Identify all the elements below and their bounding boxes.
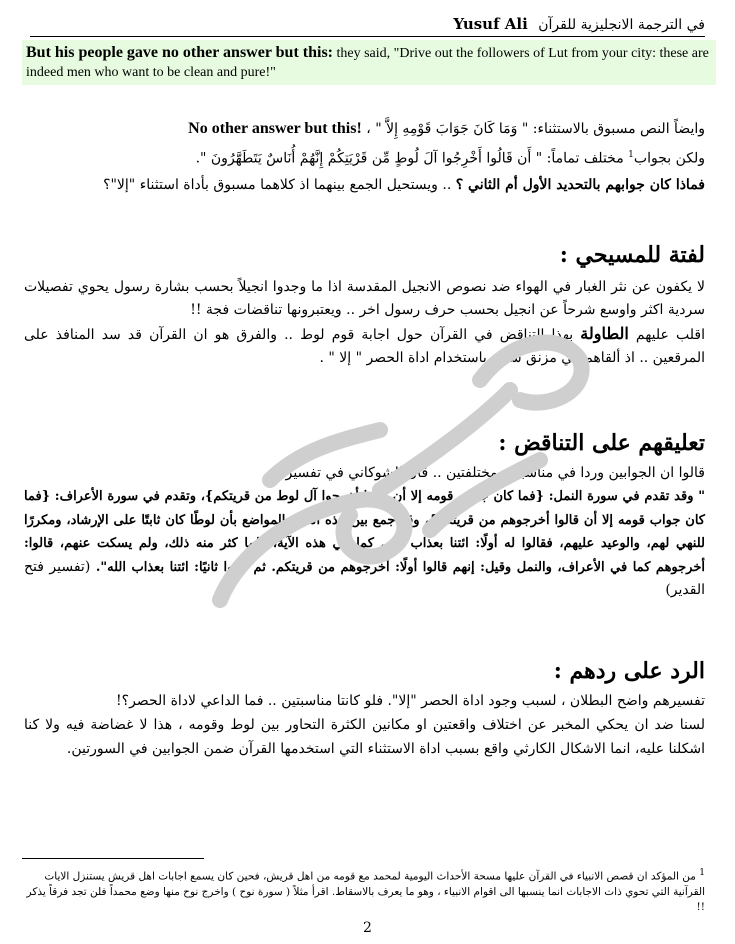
- section-3-paragraph-1: تفسيرهم واضح البطلان ، لسبب وجود اداة الحصر "إلا". فلو كانتا مناسبتين .. فما الداعي لاداة الحصر؟!: [116, 693, 705, 709]
- section-2-quote-text: " وقد تقدم في سورة النمل: {فما كان جواب قومه إلا أن قالوا أخرجوا آل لوط من قريتكم}، وتقدم في سورة الأعراف: {فما كان جواب قومه إلا أن قالوا أخرجوهم من قريتكم}، وقد جمع بين هذه الثلاثة المواضع بأن لوطًا كان ثابتًا على الإرشاد، ومكررًا للنهي لهم، والوعيد عليهم، فقالوا له أولًا: ائتنا بعذاب الله. كما في هذه الآية، فلما كثر منه ذلك، ولم يسكت عنهم، قالوا: أخرجوهم كما في الأعراف، والنمل وقيل: إنهم قالوا أولًا: أخرجوهم من قريتكم. ثم قالوا ثانيًا: ائتنا بعذاب الله".: [24, 489, 705, 575]
- intro-line-3-bold: فماذا كان جوابهم بالتحديد الأول أم الثاني ؟: [455, 176, 705, 193]
- intro-line-2-pre: ولكن بجواب: [633, 150, 705, 167]
- page-number: 2: [363, 920, 372, 936]
- quote-bold: But his people gave no other answer but this:: [26, 44, 333, 61]
- quote-rest: they said, "Drive out the followers of Lut from your city: these are indeed men who want to be clean and pure!": [26, 46, 709, 80]
- section-their-comment: [24, 428, 705, 603]
- section-2-heading: تعليقهم على التناقض :: [498, 430, 705, 456]
- intro-line-1-arabic: وايضاً النص مسبوق بالاستثناء: " وَمَا كَانَ جَوَابَ قَوْمِهِ إِلاَّ " ،: [366, 121, 705, 137]
- intro-line-2-post: مختلف تماماً: " أَن قَالُوا أَخْرِجُوا آلَ لُوطٍ مِّن قَرْيَتِكُمْ إِنَّهُمْ أُنَاسٌ يَتَطَهَّرُونَ ".: [195, 150, 629, 167]
- english-quote-box: [22, 40, 716, 85]
- section-1-p2-pre: اقلب عليهم: [628, 327, 705, 343]
- footnote-separator: [22, 858, 204, 859]
- intro-line-3: [24, 172, 705, 198]
- page-header: [30, 12, 705, 37]
- intro-block: [24, 116, 705, 198]
- section-1-paragraph-2: [24, 322, 705, 370]
- footnote-ref: 1: [628, 150, 634, 160]
- header-arabic: في الترجمة الانجليزية للقرآن: [538, 17, 705, 33]
- intro-line-2: [24, 142, 705, 172]
- section-2-source: (تفسير فتح القدير): [24, 558, 705, 598]
- intro-line-1: [24, 116, 705, 142]
- section-3-heading: الرد على ردهم :: [553, 658, 705, 684]
- footnote-text: من المؤكد ان قصص الانبياء في القرآن عليها مسحة الأحداث اليومية لمحمد مع قومه من اهل قريش، فحين كان يسمع اجابات اهل قريش يستنزل الايات القرآنية التي تحوي ذات الاجابات انما ينسبها الى اقوام الانبياء ، وهو ما يعرف بالاسقاط. اقرأ مثلاً ( سورة نوح ) واخرج نوح منها وضع محمداً فلن تجد فرقاً يذكر !!: [26, 870, 705, 913]
- section-1-p2-bold: الطاولة: [580, 324, 629, 343]
- footnote-number: 1: [699, 868, 705, 878]
- section-1-paragraph-1: لا يكفون عن نثر الغبار في الهواء ضد نصوص الانجيل المقدسة اذا ما وجدوا انجيلاً بحسب بشارة رسول يحوي تفصيلات سردية اكثر واوسع شرحاً عن انجيل بحسب حرف رسول اخر .. ويعتبرونها تناقضات فجة !!: [24, 279, 705, 318]
- section-3-paragraph-2: لسنا ضد ان يحكي المخبر عن اختلاف واقعتين او مكانين الكثرة التحاور بين لوط وقومه ، هذا لا غضاضة فيه ولا كنا اشكلنا عليه، انما الاشكال الكارثي واقع بسبب اداة الاستثناء التي استخدمها القرآن ضمن الجوابين في السورتين.: [24, 717, 705, 757]
- section-1-heading: لفتة للمسيحي :: [559, 242, 705, 268]
- intro-line-1-english: No other answer but this!: [188, 120, 362, 137]
- section-reply: [24, 656, 705, 761]
- intro-line-3-rest: .. ويستحيل الجمع بينهما اذ كلاهما مسبوق بأداة استثناء "إلا"؟: [103, 176, 456, 193]
- header-english: Yusuf Ali: [453, 15, 528, 33]
- section-1-p2-post: بهذا التناقض في القرآن حول اجابة قوم لوط .. والفرق هو ان القرآن قد سد المنافذ على المرقعين .. اذ ألقاهم في مزنق شديد باستخدام اداة الحصر " إلا " .: [24, 327, 705, 366]
- section-2-intro: قالوا ان الجوابين وردا في مناسبتين مختلفتين .. قال الشوكاني في تفسيره :: [269, 465, 705, 481]
- section-christian-note: [24, 240, 705, 370]
- section-2-quote: [24, 485, 705, 603]
- footnote: [22, 866, 705, 915]
